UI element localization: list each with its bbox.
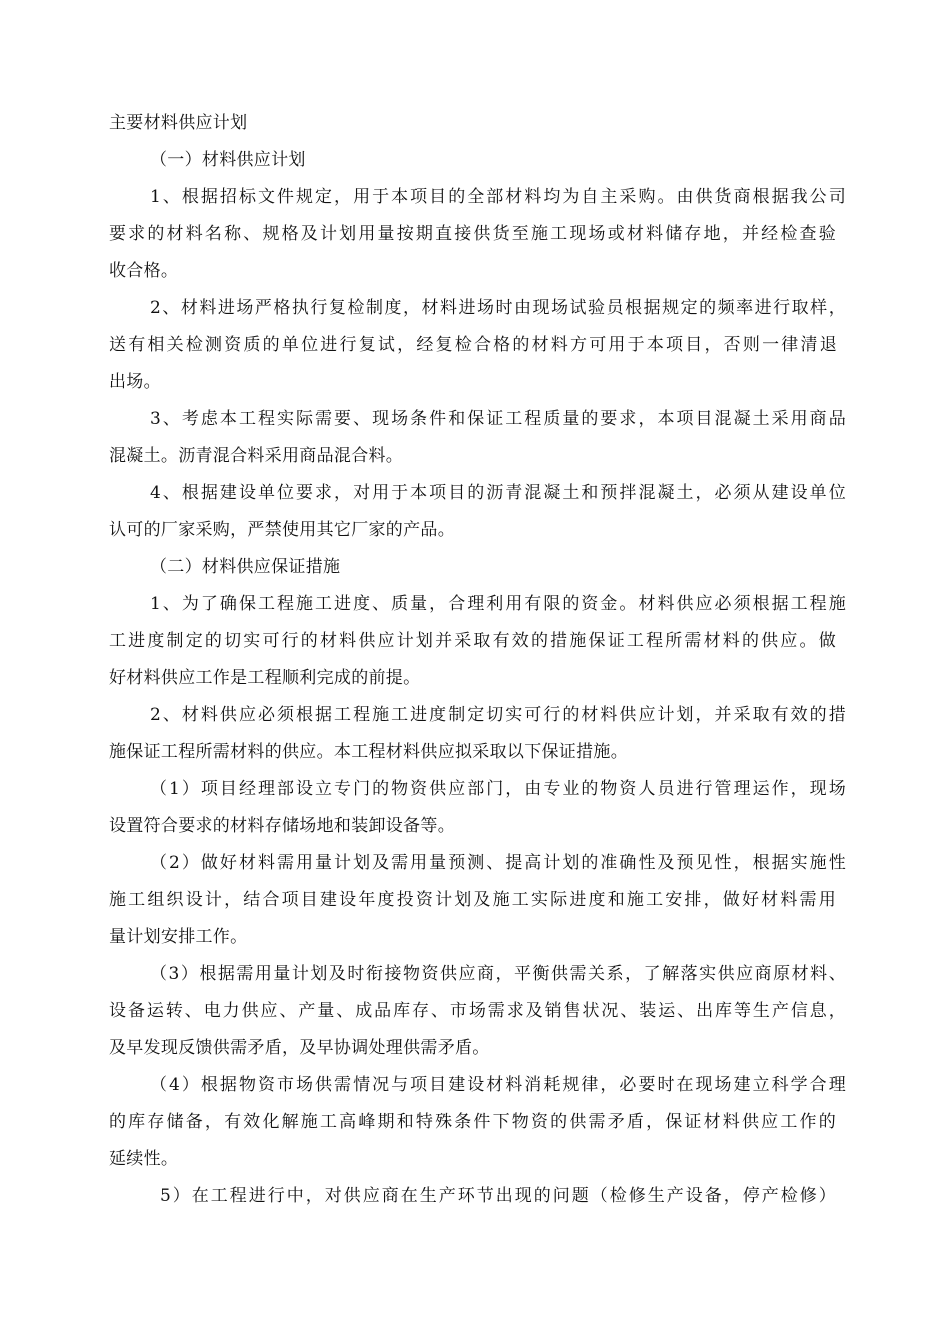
paragraph-line: 要求的材料名称、规格及计划用量按期直接供货至施工现场或材料储存地，并经检查验 [109, 224, 836, 244]
paragraph-line: 量计划安排工作。 [109, 927, 248, 947]
paragraph-line: 施工组织设计，结合项目建设年度投资计划及施工实际进度和施工安排，做好材料需用 [109, 890, 836, 910]
paragraph-line: 的库存储备，有效化解施工高峰期和特殊条件下物资的供需矛盾，保证材料供应工作的 [109, 1112, 836, 1132]
paragraph-line: 送有相关检测资质的单位进行复试，经复检合格的材料方可用于本项目，否则一律清退 [109, 335, 837, 355]
paragraph-line: 4、根据建设单位要求，对用于本项目的沥青混凝土和预拌混凝土，必须从建设单位 [150, 483, 846, 503]
paragraph-line: 设置符合要求的材料存储场地和装卸设备等。 [109, 816, 455, 836]
paragraph-line: （4）根据物资市场供需情况与项目建设材料消耗规律，必要时在现场建立科学合理 [150, 1075, 846, 1095]
paragraph-line: 3、考虑本工程实际需要、现场条件和保证工程质量的要求，本项目混凝土采用商品 [150, 409, 846, 429]
paragraph-line: 5）在工程进行中，对供应商在生产环节出现的问题（检修生产设备，停产检修） [160, 1186, 836, 1206]
paragraph-line: 混凝土。沥青混合料采用商品混合料。 [109, 446, 404, 466]
paragraph-line: 收合格。 [109, 261, 179, 281]
document-title: 主要材料供应计划 [109, 113, 248, 133]
paragraph-line: 设备运转、电力供应、产量、成品库存、市场需求及销售状况、装运、出库等生产信息， [109, 1001, 846, 1021]
paragraph-line: 1、根据招标文件规定，用于本项目的全部材料均为自主采购。由供货商根据我公司 [150, 187, 846, 207]
paragraph-line: （1）项目经理部设立专门的物资供应部门，由专业的物资人员进行管理运作，现场 [150, 779, 846, 799]
paragraph-line: 2、材料进场严格执行复检制度，材料进场时由现场试验员根据规定的频率进行取样， [150, 298, 846, 318]
paragraph-line: 及早发现反馈供需矛盾，及早协调处理供需矛盾。 [109, 1038, 490, 1058]
paragraph-line: 延续性。 [109, 1149, 179, 1169]
paragraph-line: （3）根据需用量计划及时衔接物资供应商，平衡供需关系，了解落实供应商原材料、 [150, 964, 846, 984]
section-heading-2: （二）材料供应保证措施 [150, 557, 341, 577]
section-heading-1: （一）材料供应计划 [150, 150, 306, 170]
paragraph-line: 认可的厂家采购，严禁使用其它厂家的产品。 [109, 520, 455, 540]
paragraph-line: 1、为了确保工程施工进度、质量，合理利用有限的资金。材料供应必须根据工程施 [150, 594, 846, 614]
paragraph-line: 2、材料供应必须根据工程施工进度制定切实可行的材料供应计划，并采取有效的措 [150, 705, 846, 725]
paragraph-line: 好材料供应工作是工程顺利完成的前提。 [109, 668, 421, 688]
paragraph-line: 施保证工程所需材料的供应。本工程材料供应拟采取以下保证措施。 [109, 742, 628, 762]
paragraph-line: （2）做好材料需用量计划及需用量预测、提高计划的准确性及预见性，根据实施性 [150, 853, 846, 873]
paragraph-line: 工进度制定的切实可行的材料供应计划并采取有效的措施保证工程所需材料的供应。做 [109, 631, 836, 651]
paragraph-line: 出场。 [109, 372, 161, 392]
